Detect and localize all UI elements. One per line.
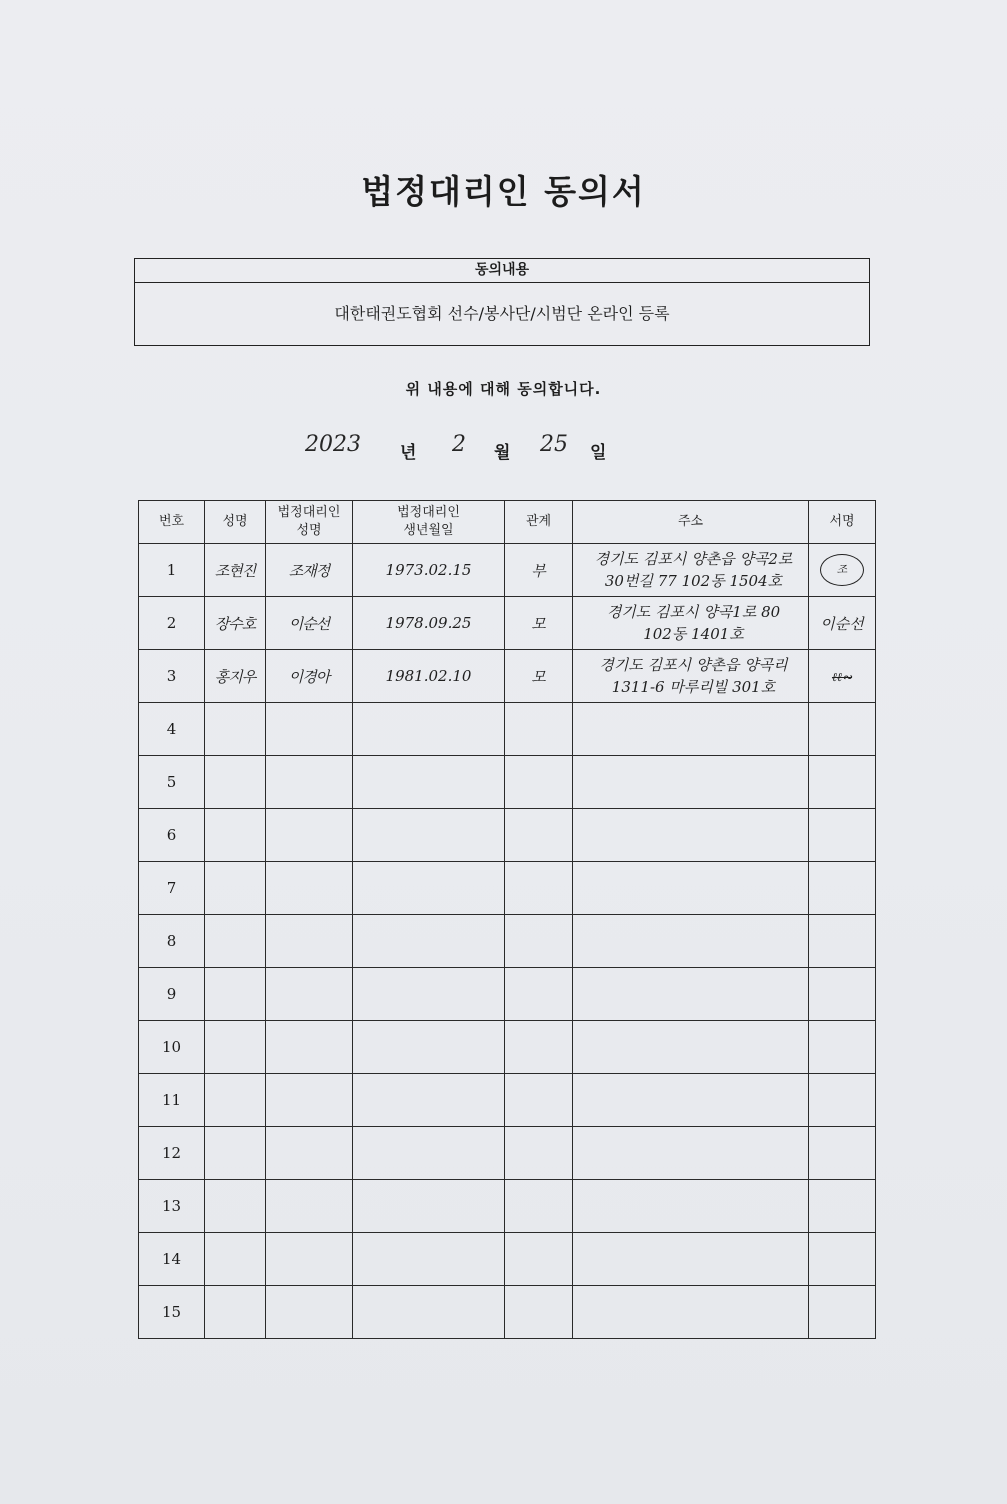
address: 경기도 김포시 양촌읍 양곡2로 30번길 77 102동 1504호 [573,544,809,597]
header-guardian-name: 법정대리인 성명 [266,501,353,544]
header-name: 성명 [205,501,266,544]
signature-mark: ℓℓ∾ [831,670,853,684]
table-row [139,862,876,915]
guardian-birthdate: 1978.09.25 [353,597,505,650]
guardian-name: 이경아 [266,650,353,703]
date-line [0,428,1007,468]
row-number: 9 [139,968,205,1021]
header-no: 번호 [139,501,205,544]
date-year-label: 년 [400,443,417,463]
header-signature: 서명 [809,501,876,544]
signature-scribble [809,650,876,703]
table-row [139,703,876,756]
guardian-birthdate: 1973.02.15 [353,544,505,597]
table-row [139,597,876,650]
signature-seal [809,544,876,597]
row-number: 8 [139,915,205,968]
row-number: 10 [139,1021,205,1074]
address: 경기도 김포시 양촌읍 양곡리 1311-6 마루리빌 301호 [573,650,809,703]
table-row [139,756,876,809]
signature-mark: 조 [820,554,864,586]
row-number: 12 [139,1127,205,1180]
relation: 모 [505,650,573,703]
relation: 부 [505,544,573,597]
row-number: 2 [139,597,205,650]
document-title: 법정대리인 동의서 [361,172,646,211]
student-name: 홍지우 [205,650,266,703]
row-number: 7 [139,862,205,915]
table-row [139,1286,876,1339]
row-number: 3 [139,650,205,703]
table-row [139,1021,876,1074]
table-row [139,544,876,597]
consent-box [134,258,870,346]
date-year: 2023 [305,432,361,457]
row-number: 15 [139,1286,205,1339]
row-number: 6 [139,809,205,862]
row-number: 13 [139,1180,205,1233]
date-day: 25 [540,432,568,457]
header-relation: 관계 [505,501,573,544]
table-row [139,1180,876,1233]
agreement-statement: 위 내용에 대해 동의합니다. [405,380,602,398]
consent-header: 동의내용 [135,259,869,283]
date-month-label: 월 [494,443,511,463]
table-row [139,1127,876,1180]
student-name: 장수호 [205,597,266,650]
table-row [139,915,876,968]
header-address: 주소 [573,501,809,544]
row-number: 1 [139,544,205,597]
signature: 이순선 [809,597,876,650]
table-row [139,968,876,1021]
student-name: 조현진 [205,544,266,597]
consent-body: 대한태권도협회 선수/봉사단/시범단 온라인 등록 [334,304,670,323]
table-row [139,1074,876,1127]
row-number: 11 [139,1074,205,1127]
guardian-birthdate: 1981.02.10 [353,650,505,703]
header-guardian-birth: 법정대리인 생년월일 [353,501,505,544]
guardian-name: 조재정 [266,544,353,597]
row-number: 14 [139,1233,205,1286]
relation: 모 [505,597,573,650]
table-row [139,650,876,703]
table-header-row [139,501,876,544]
table-row [139,809,876,862]
guardian-name: 이순선 [266,597,353,650]
date-month: 2 [452,432,466,457]
table-row [139,1233,876,1286]
address: 경기도 김포시 양곡1로 80 102동 1401호 [573,597,809,650]
date-day-label: 일 [590,443,607,463]
row-number: 4 [139,703,205,756]
row-number: 5 [139,756,205,809]
guardian-roster-table [138,500,876,1339]
